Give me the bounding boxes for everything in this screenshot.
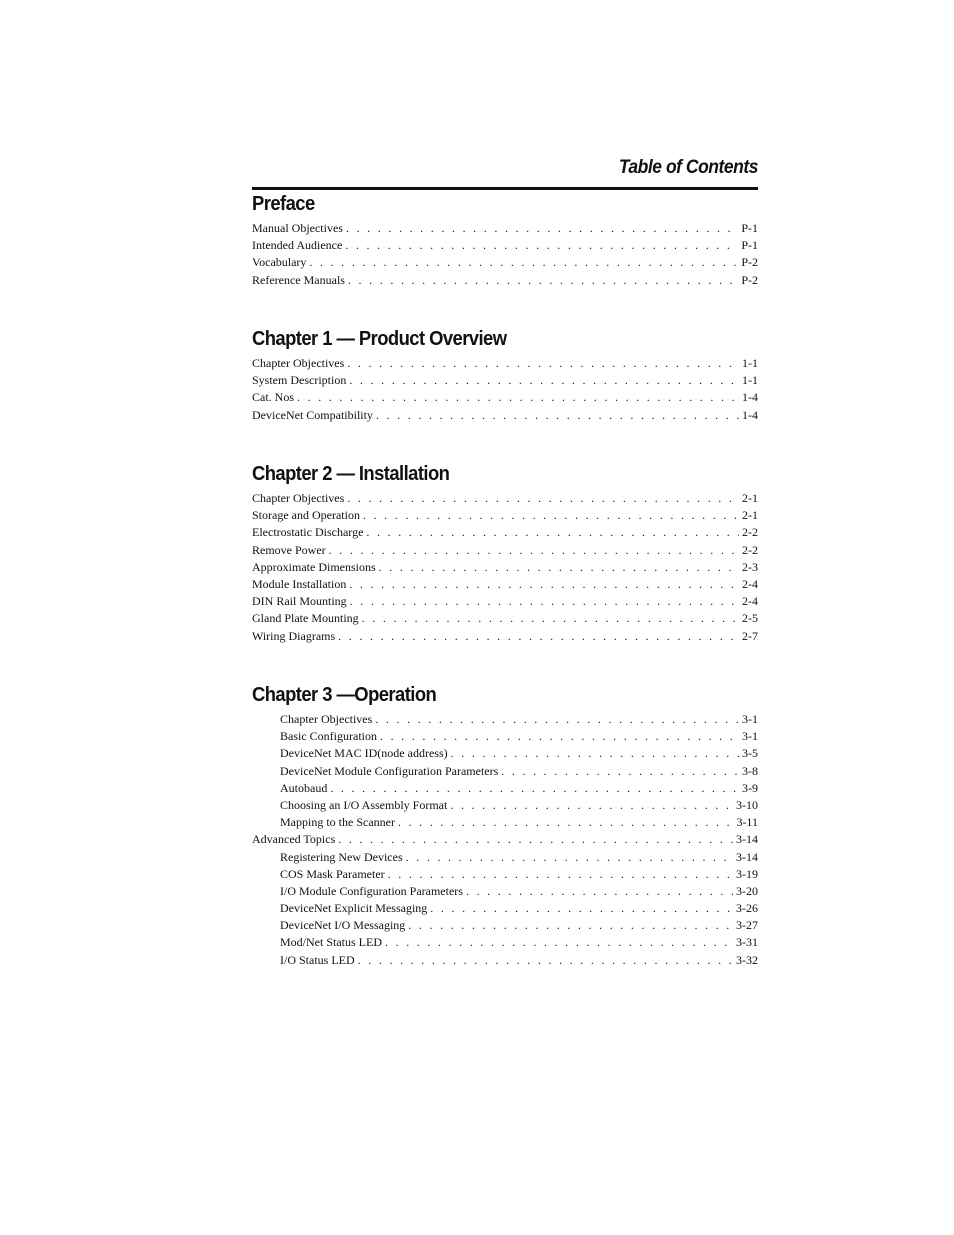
dot-leader <box>358 952 733 969</box>
toc-section <box>252 462 758 645</box>
dot-leader <box>398 814 733 831</box>
toc-entry-page: 2-5 <box>742 611 758 626</box>
toc-entry-label: Registering New Devices <box>280 849 403 864</box>
toc-entry-page: P-1 <box>741 238 758 253</box>
toc-entry-label: I/O Status LED <box>280 952 355 967</box>
page-header: Table of Contents <box>618 157 758 178</box>
toc-entry-page: 3-14 <box>736 832 758 847</box>
toc-entry-label: DeviceNet Module Configuration Parameters <box>280 763 499 778</box>
toc-entry-label: Electrostatic Discharge <box>252 525 364 540</box>
toc-entry-page: 1-4 <box>742 407 758 422</box>
dot-leader <box>380 728 739 745</box>
toc-entry[interactable] <box>252 814 758 831</box>
toc-entry-page: 1-1 <box>742 356 758 370</box>
dot-leader <box>379 559 739 576</box>
toc-entry-page: 2-1 <box>742 508 758 523</box>
toc-entry-label: Mod/Net Status LED <box>280 935 382 950</box>
toc-entry-label: Choosing an I/O Assembly Format <box>280 797 448 812</box>
toc-entry-label: I/O Module Configuration Parameters <box>280 883 463 898</box>
toc-entry[interactable] <box>252 728 758 745</box>
dot-leader <box>348 272 738 289</box>
toc-entry-label: DIN Rail Mounting <box>252 594 347 609</box>
toc-entry[interactable] <box>252 542 758 559</box>
toc-entry-page: 3-31 <box>736 935 758 950</box>
toc-entry[interactable] <box>252 711 758 728</box>
toc-entry[interactable] <box>252 524 758 541</box>
toc-entry-page: 3-19 <box>736 866 758 881</box>
toc-entry[interactable] <box>252 237 758 254</box>
dot-leader <box>388 866 733 883</box>
dot-leader <box>362 610 739 627</box>
toc-entry[interactable] <box>252 355 758 372</box>
toc-entry-page: 2-1 <box>742 491 758 505</box>
toc-section <box>252 683 758 969</box>
toc-entry-page: P-2 <box>741 272 758 287</box>
toc-entry-label: Storage and Operation <box>252 508 360 523</box>
toc-entry-page: 2-2 <box>742 525 758 540</box>
toc-section <box>252 192 758 289</box>
toc-entry-label: Cat. Nos <box>252 390 294 405</box>
toc-entry-label: System Description <box>252 373 347 388</box>
dot-leader <box>347 355 739 372</box>
dot-leader <box>366 524 739 541</box>
toc-entry[interactable] <box>252 407 758 424</box>
toc-entry-label: COS Mask Parameter <box>280 866 385 881</box>
toc-entry-label: DeviceNet MAC ID(node address) <box>280 746 448 761</box>
toc-entry-page: P-2 <box>741 255 758 270</box>
dot-leader <box>345 237 738 254</box>
dot-leader <box>451 745 739 762</box>
toc-entry-page: 2-4 <box>742 576 758 591</box>
toc-entry[interactable] <box>252 254 758 271</box>
toc-entry-page: 2-4 <box>742 594 758 609</box>
toc-entry-page: 3-9 <box>742 780 758 795</box>
toc-entry[interactable] <box>252 934 758 951</box>
toc-entry[interactable] <box>252 559 758 576</box>
toc-entry[interactable] <box>252 849 758 866</box>
section-title: Chapter 2 — Installation <box>252 463 450 485</box>
toc-entry-label: DeviceNet Explicit Messaging <box>280 901 428 916</box>
toc-entry[interactable] <box>252 610 758 627</box>
dot-leader <box>338 831 733 848</box>
toc-entry-page: 3-32 <box>736 952 758 967</box>
toc-entry-page: 3-14 <box>736 849 758 864</box>
toc-entry[interactable] <box>252 866 758 883</box>
toc-entry-label: Wiring Diagrams <box>252 628 336 643</box>
toc-entry-label: Vocabulary <box>252 255 307 270</box>
dot-leader <box>350 593 739 610</box>
toc-entry-page: 1-1 <box>742 373 758 388</box>
toc-entry-label: Chapter Objectives <box>280 712 373 726</box>
toc-entry-page: P-1 <box>741 221 758 235</box>
toc-entry[interactable] <box>252 593 758 610</box>
toc-entry[interactable] <box>252 272 758 289</box>
dot-leader <box>501 763 739 780</box>
toc-entry-label: Reference Manuals <box>252 272 345 287</box>
dot-leader <box>349 576 739 593</box>
dot-leader <box>408 917 733 934</box>
toc-entry-page: 3-20 <box>736 883 758 898</box>
toc-entry[interactable] <box>252 745 758 762</box>
toc-entry-page: 3-11 <box>736 815 758 830</box>
section-title: Chapter 1 — Product Overview <box>252 328 507 350</box>
toc-entry-page: 3-1 <box>742 729 758 744</box>
toc-entry[interactable] <box>252 883 758 900</box>
toc-entry[interactable] <box>252 628 758 645</box>
dot-leader <box>347 490 739 507</box>
toc-entry-label: Module Installation <box>252 576 347 591</box>
dot-leader <box>330 780 739 797</box>
toc-entry[interactable] <box>252 576 758 593</box>
header-rule <box>252 187 758 190</box>
toc-entry-label: Gland Plate Mounting <box>252 611 359 626</box>
toc-entry-label: Approximate Dimensions <box>252 559 376 574</box>
toc-entry[interactable] <box>252 507 758 524</box>
toc-entry[interactable] <box>252 917 758 934</box>
dot-leader <box>363 507 739 524</box>
dot-leader <box>385 934 733 951</box>
toc-entry-label: Manual Objectives <box>252 221 343 235</box>
dot-leader <box>466 883 733 900</box>
toc-entry[interactable] <box>252 763 758 780</box>
toc-entry-page: 3-8 <box>742 763 758 778</box>
toc-entry-page: 3-1 <box>742 712 758 726</box>
toc-entry-page: 3-10 <box>736 797 758 812</box>
toc-entry-label: Intended Audience <box>252 238 343 253</box>
toc-entry-label: Autobaud <box>280 780 328 795</box>
dot-leader <box>297 389 739 406</box>
dot-leader <box>450 797 733 814</box>
toc-section <box>252 327 758 424</box>
dot-leader <box>338 628 739 645</box>
toc-entry[interactable] <box>252 780 758 797</box>
toc-entry-page: 1-4 <box>742 390 758 405</box>
toc-entry-page: 3-5 <box>742 746 758 761</box>
dot-leader <box>375 711 739 728</box>
toc-entry-label: Chapter Objectives <box>252 356 345 370</box>
toc-entry-label: Basic Configuration <box>280 729 377 744</box>
toc-entry-label: Chapter Objectives <box>252 491 345 505</box>
toc-entry-label: Advanced Topics <box>252 832 336 847</box>
dot-leader <box>349 372 739 389</box>
dot-leader <box>430 900 733 917</box>
toc-entry[interactable] <box>252 831 758 848</box>
toc-entry[interactable] <box>252 490 758 507</box>
toc-entry-page: 3-27 <box>736 918 758 933</box>
section-title: Preface <box>252 193 315 215</box>
toc-entry-label: Mapping to the Scanner <box>280 815 395 830</box>
toc-entry-page: 2-7 <box>742 628 758 643</box>
toc-entry[interactable] <box>252 952 758 969</box>
toc-entry-page: 2-2 <box>742 542 758 557</box>
dot-leader <box>376 407 739 424</box>
toc-entry-label: Remove Power <box>252 542 326 557</box>
dot-leader <box>329 542 739 559</box>
toc-entry[interactable] <box>252 797 758 814</box>
toc-entry[interactable] <box>252 900 758 917</box>
toc-entry-page: 3-26 <box>736 901 758 916</box>
dot-leader <box>346 220 738 237</box>
section-title: Chapter 3 —Operation <box>252 684 437 706</box>
toc-entry[interactable] <box>252 389 758 406</box>
toc-entry[interactable] <box>252 372 758 389</box>
toc-entry[interactable] <box>252 220 758 237</box>
dot-leader <box>406 849 733 866</box>
toc-entry-label: DeviceNet I/O Messaging <box>280 918 406 933</box>
toc-entry-page: 2-3 <box>742 559 758 574</box>
dot-leader <box>309 254 738 271</box>
toc-entry-label: DeviceNet Compatibility <box>252 407 373 422</box>
